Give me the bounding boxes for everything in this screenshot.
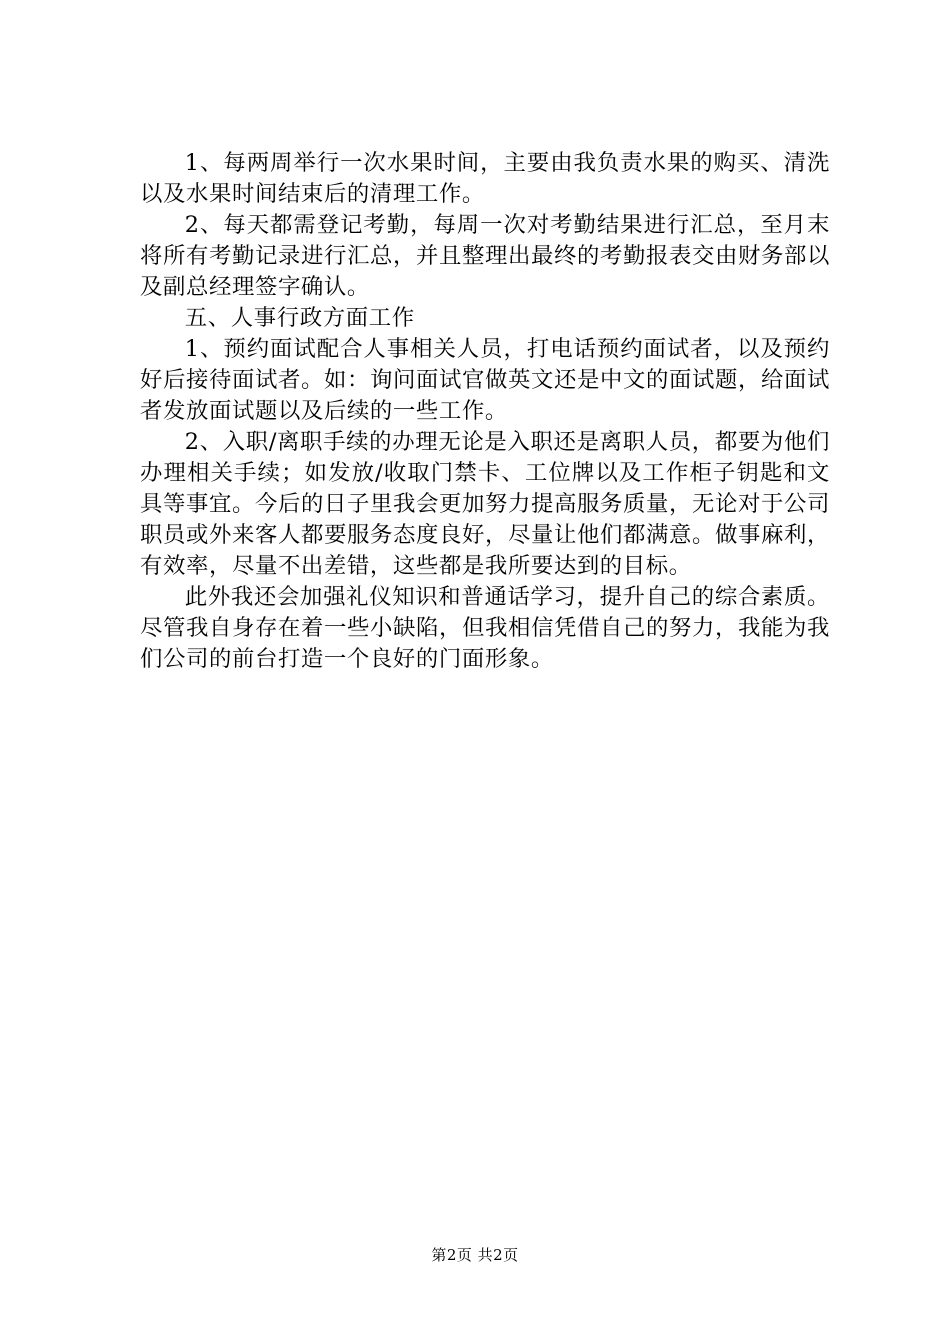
paragraph-fruit-time: 1、每两周举行一次水果时间，主要由我负责水果的购买、清洗以及水果时间结束后的清理工作。 — [140, 150, 830, 207]
document-body — [140, 148, 830, 675]
page-footer: 第2页 共2页 — [431, 1246, 519, 1264]
paragraph-onboarding: 2、入职/离职手续的办理无论是入职还是离职人员，都要为他们办理相关手续；如发放/收取门禁卡、工位牌以及工作柜子钥匙和文具等事宜。今后的日子里我会更加努力提高服务质量，无论对于公司职员或外来客人都要服务态度良好，尽量让他们都满意。做事麻利，有效率，尽量不出差错，这些都是我所要达到的目标。 — [140, 429, 830, 579]
section-heading-hr-admin: 五、人事行政方面工作 — [184, 305, 415, 331]
paragraph-interview: 1、预约面试配合人事相关人员，打电话预约面试者，以及预约好后接待面试者。如：询问面试官做英文还是中文的面试题，给面试者发放面试题以及后续的一些工作。 — [140, 336, 830, 424]
paragraph-conclusion: 此外我还会加强礼仪知识和普通话学习，提升自己的综合素质。尽管我自身存在着一些小缺陷，但我相信凭借自己的努力，我能为我们公司的前台打造一个良好的门面形象。 — [140, 584, 830, 672]
paragraph-attendance: 2、每天都需登记考勤，每周一次对考勤结果进行汇总，至月末将所有考勤记录进行汇总，并且整理出最终的考勤报表交由财务部以及副总经理签字确认。 — [140, 212, 830, 300]
